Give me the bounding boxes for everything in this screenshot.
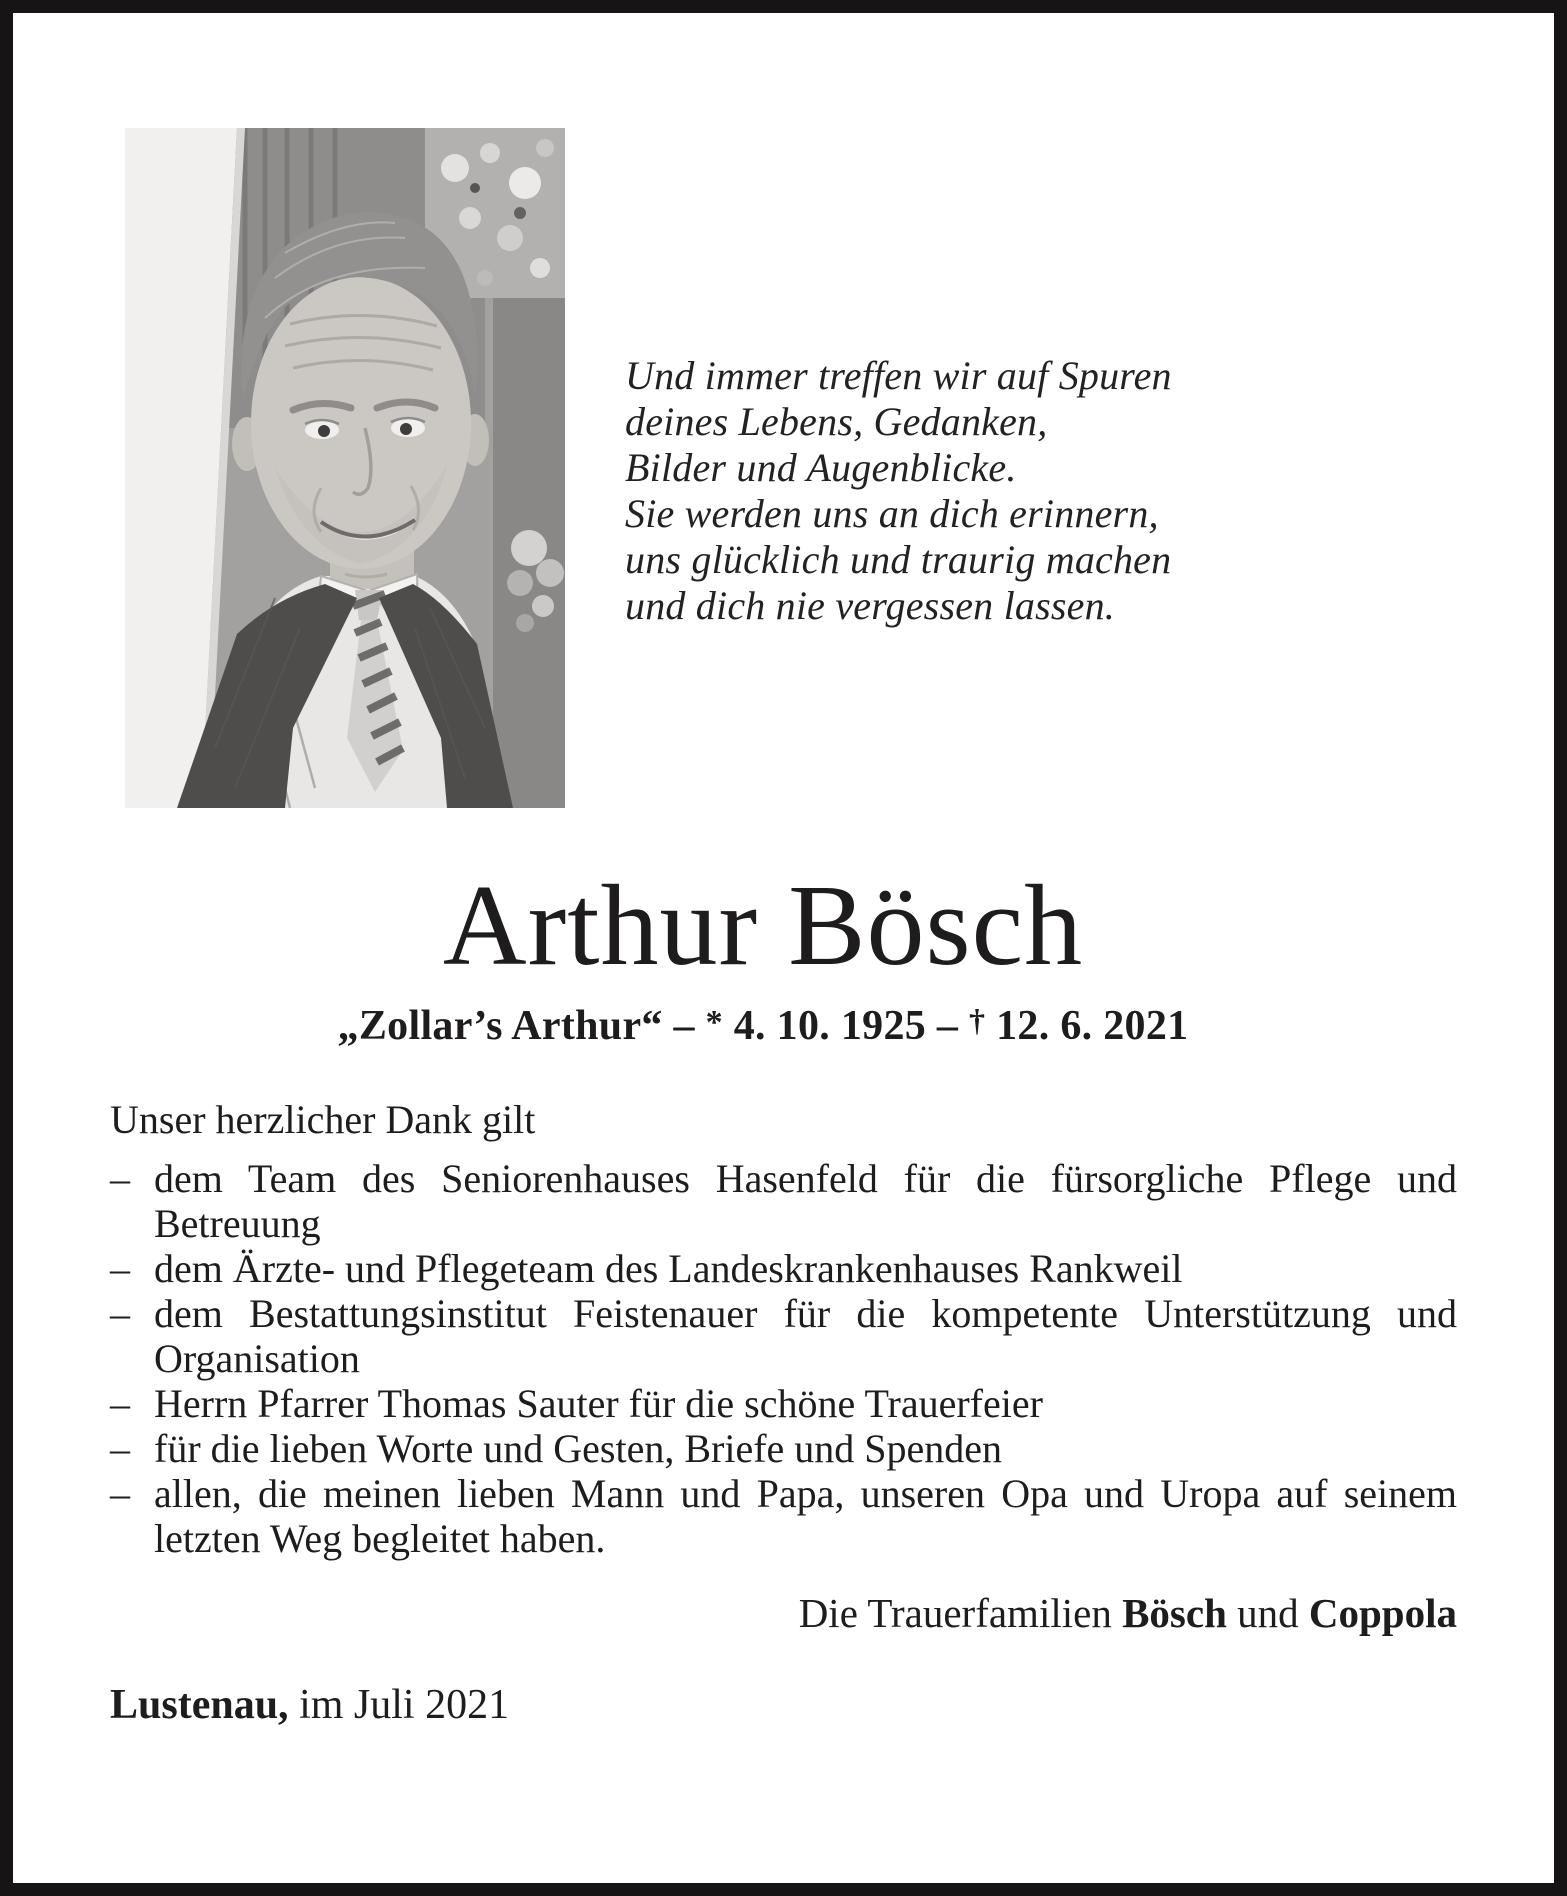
- death-date: 12. 6. 2021: [996, 1002, 1189, 1049]
- family-name: Coppola: [1308, 1589, 1457, 1636]
- list-item: [110, 1381, 1457, 1426]
- list-item: [110, 1426, 1457, 1471]
- portrait-illustration: [125, 128, 565, 808]
- list-item: [110, 1291, 1457, 1381]
- list-marker: –: [110, 1470, 130, 1516]
- poem-line: und dich nie vergessen lassen.: [625, 583, 1115, 628]
- top-section: [13, 13, 1554, 813]
- thanks-list: [110, 1156, 1457, 1561]
- list-item-text: für die lieben Worte und Gesten, Briefe und Spenden: [154, 1425, 1003, 1471]
- poem-line: uns glücklich und traurig machen: [625, 537, 1172, 582]
- life-dates: [73, 1002, 1453, 1050]
- list-item: [110, 1156, 1457, 1246]
- closing-line: [110, 1587, 1457, 1639]
- portrait-photo: [125, 128, 565, 808]
- poem-line: Und immer treffen wir auf Spuren: [625, 353, 1172, 398]
- list-item-text: Herrn Pfarrer Thomas Sauter für die schöne Trauerfeier: [154, 1380, 1043, 1426]
- list-item: [110, 1246, 1457, 1291]
- death-cross-icon: †: [969, 1001, 986, 1038]
- closing-conjunction: und: [1237, 1589, 1299, 1636]
- place-date-line: [110, 1679, 1457, 1731]
- list-marker: –: [110, 1425, 130, 1471]
- birth-star-icon: *: [705, 1003, 723, 1041]
- list-marker: –: [110, 1380, 130, 1426]
- list-item-text: allen, die meinen lieben Mann und Papa, unseren Opa und Uropa auf seinem letzten Weg begleitet haben.: [154, 1470, 1457, 1561]
- memorial-poem: [625, 353, 1172, 629]
- poem-line: Bilder und Augenblicke.: [625, 445, 1017, 490]
- family-name: Bösch: [1122, 1589, 1227, 1636]
- list-marker: –: [110, 1155, 130, 1201]
- poem-line: deines Lebens, Gedanken,: [625, 399, 1048, 444]
- dash-separator: –: [673, 1002, 695, 1049]
- date-label: im Juli 2021: [299, 1681, 510, 1728]
- list-item-text: dem Bestattungsinstitut Feistenauer für die kompetente Unterstützung und Organisation: [154, 1290, 1457, 1381]
- poem-line: Sie werden uns an dich erinnern,: [625, 491, 1159, 536]
- dash-separator: –: [936, 1002, 959, 1049]
- list-marker: –: [110, 1290, 130, 1336]
- list-marker: –: [110, 1245, 130, 1291]
- list-item: [110, 1471, 1457, 1561]
- list-item-text: dem Ärzte- und Pflegeteam des Landeskrankenhauses Rankweil: [154, 1245, 1183, 1291]
- thanks-section: [110, 1094, 1457, 1561]
- headline-block: [73, 862, 1453, 1050]
- list-item-text: dem Team des Seniorenhauses Hasenfeld für die fürsorgliche Pflege und Betreuung: [154, 1155, 1457, 1246]
- birth-date: 4. 10. 1925: [733, 1002, 927, 1049]
- nickname: „Zollar’s Arthur“: [337, 1002, 663, 1049]
- deceased-name: Arthur Bösch: [442, 862, 1084, 990]
- closing-prefix: Die Trauerfamilien: [798, 1589, 1112, 1636]
- place-label: Lustenau,: [110, 1681, 289, 1728]
- thanks-intro: Unser herzlicher Dank gilt: [110, 1096, 536, 1142]
